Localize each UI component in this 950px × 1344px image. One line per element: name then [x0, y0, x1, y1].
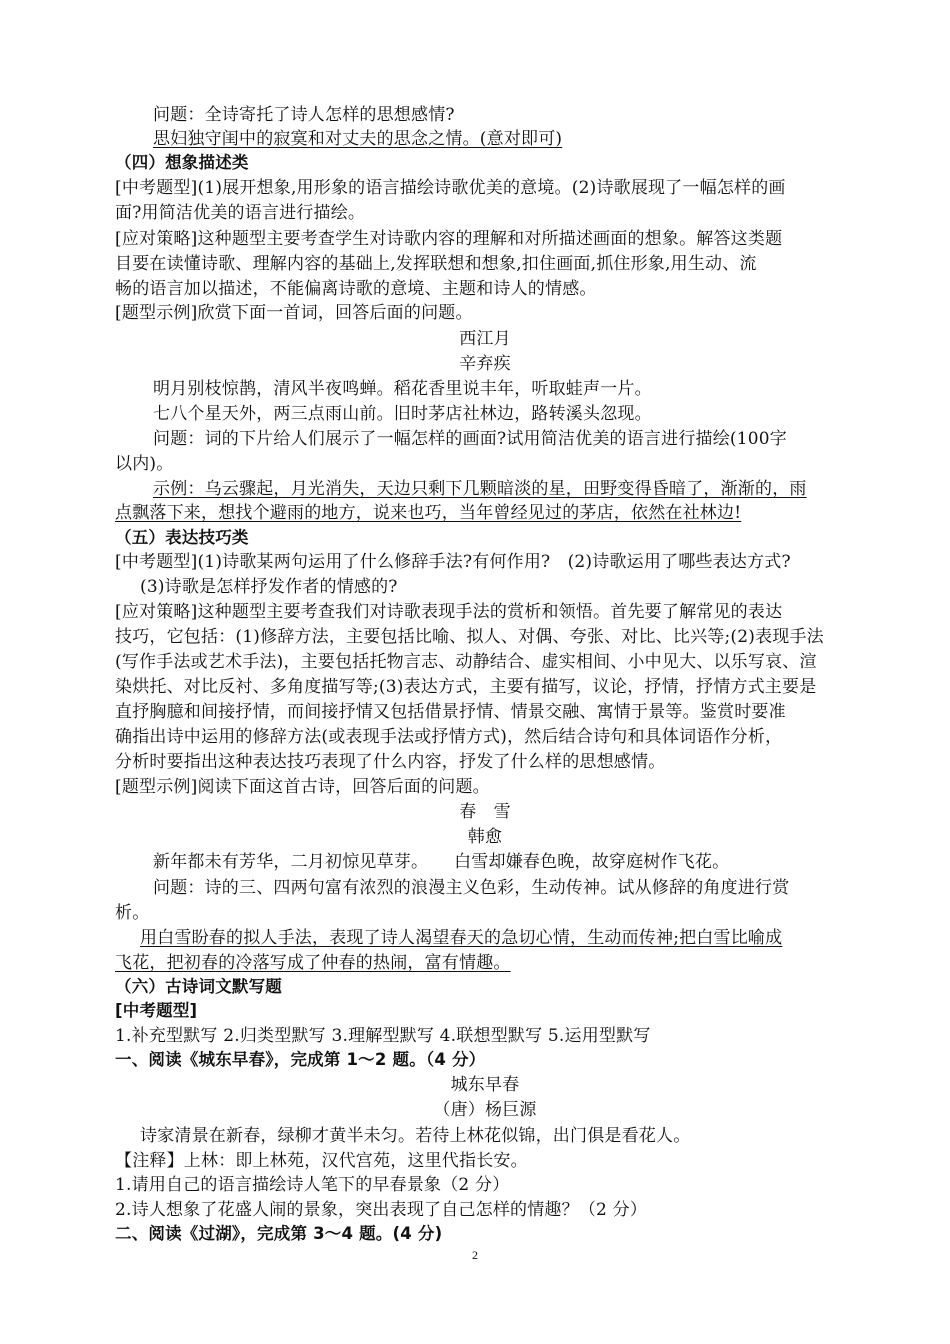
strategy-text-cont: (写作手法或艺术手法)，主要包括托物言志、动静结合、虚实相间、小中见大、以乐写哀、渲: [115, 652, 817, 672]
strategy-text-cont: 染烘托、对比反衬、多角度描写等;(3)表达方式，主要有描写，议论，抒情，抒情方式主要是: [115, 677, 817, 697]
section-heading-5: （五）表达技巧类: [115, 528, 249, 547]
page-number: 2: [472, 1248, 478, 1262]
poem-title: 春 雪: [459, 802, 511, 822]
question-text: 问题：全诗寄托了诗人怎样的思想感情?: [153, 105, 455, 125]
poem-author: 辛弃疾: [459, 354, 511, 374]
poem-author: 韩愈: [467, 827, 503, 847]
answer-text-cont: 点飘落下来，想找个避雨的地方，说来也巧，当年曾经见过的茅店，依然在社林边!: [115, 503, 742, 523]
strategy-text-cont: 分析时要指出这种表达技巧表现了什么内容，抒发了什么样的思想感情。: [115, 752, 666, 772]
answer-text: 示例：乌云骤起，月光消失，天边只剩下几颗暗淡的星，田野变得昏暗了，渐渐的，雨: [153, 479, 807, 499]
question-text: 问题：词的下片给人们展示了一幅怎样的画面?试用简洁优美的语言进行描绘(100字: [153, 429, 787, 449]
exam-type-text: [中考题型](1)展开想象,用形象的语言描绘诗歌优美的意境。(2)诗歌展现了一幅怎样的画: [115, 178, 786, 198]
question-text-cont: 析。: [115, 903, 150, 923]
poem-line: 七八个星天外，两三点雨山前。旧时茅店社林边，路转溪头忽现。: [153, 404, 652, 424]
poem-title: 西江月: [459, 329, 511, 349]
strategy-text-cont: 直抒胸臆和间接抒情，而间接抒情又包括借景抒情、情景交融、寓情于景等。鉴赏时要准: [115, 702, 786, 722]
question-text-cont: 以内)。: [115, 454, 174, 474]
recitation-types: 1.补充型默写 2.归类型默写 3.理解型默写 4.联想型默写 5.运用型默写: [115, 1026, 651, 1046]
section-heading-6: （六）古诗词文默写题: [115, 977, 282, 996]
exercise-question-2: 2.诗人想象了花盛人闹的景象，突出表现了自己怎样的情趣？（2 分）: [115, 1200, 648, 1220]
exercise-heading-2: 二、阅读《过湖》，完成第 3～4 题。(4 分): [115, 1224, 443, 1243]
poem-title: 城东早春: [450, 1075, 520, 1095]
answer-text-cont: 飞花，把初春的冷落写成了仲春的热闹，富有情趣。: [115, 953, 511, 973]
strategy-text-cont: 技巧，它包括：(1)修辞方法，主要包括比喻、拟人、对偶、夸张、对比、比兴等;(2)表现手法: [115, 627, 824, 647]
exercise-question-1: 1.请用自己的语言描绘诗人笔下的早春景象（2 分）: [115, 1175, 510, 1195]
section-heading-4: （四）想象描述类: [115, 153, 249, 172]
poem-line: 诗家清景在新春，绿柳才黄半未匀。若待上林花似锦，出门俱是看花人。: [140, 1126, 691, 1146]
answer-text: 思妇独守闺中的寂寞和对丈夫的思念之情。(意对即可): [153, 129, 563, 149]
poem-line: 明月别枝惊鹊，清风半夜鸣蝉。稻花香里说丰年，听取蛙声一片。: [153, 379, 652, 399]
strategy-text-cont: 目要在读懂诗歌、理解内容的基础上,发挥联想和想象,扣住画面,抓住形象,用生动、流: [115, 254, 757, 274]
answer-text: 用白雪盼春的拟人手法，表现了诗人渴望春天的急切心情，生动而传神;把白雪比喻成: [140, 928, 783, 948]
poem-author: （唐）杨巨源: [433, 1100, 537, 1120]
example-intro: [题型示例]欣赏下面一首词，回答后面的问题。: [115, 303, 473, 323]
exam-type-text-cont: 面?用简洁优美的语言进行描绘。: [115, 203, 366, 223]
exam-type-label: [中考题型]: [115, 1001, 198, 1020]
exercise-heading-1: 一、阅读《城东早春》，完成第 1～2 题。（4 分）: [115, 1050, 486, 1069]
poem-line: 新年都未有芳华，二月初惊见草芽。 白雪却嫌春色晚，故穿庭树作飞花。: [153, 852, 730, 872]
strategy-text-cont: 确指出诗中运用的修辞方法(或表现手法或抒情方式)，然后结合诗句和具体词语作分析，: [115, 727, 783, 747]
strategy-text-cont: 畅的语言加以描述，不能偏离诗歌的意境、主题和诗人的情感。: [115, 279, 597, 299]
question-text: 问题：诗的三、四两句富有浓烈的浪漫主义色彩，生动传神。试从修辞的角度进行赏: [153, 878, 790, 898]
strategy-text: [应对策略]这种题型主要考查学生对诗歌内容的理解和对所描述画面的想象。解答这类题: [115, 229, 783, 249]
example-intro: [题型示例]阅读下面这首古诗，回答后面的问题。: [115, 777, 490, 797]
strategy-text: [应对策略]这种题型主要考查我们对诗歌表现手法的赏析和领悟。首先要了解常见的表达: [115, 602, 783, 622]
annotation-text: 【注释】上林：即上林苑，汉代宫苑，这里代指长安。: [115, 1151, 528, 1171]
exam-type-text: [中考题型](1)诗歌某两句运用了什么修辞手法?有何作用? (2)诗歌运用了哪些表达方式?: [115, 552, 791, 572]
exam-type-text-cont: (3)诗歌是怎样抒发作者的情感的?: [140, 577, 398, 597]
